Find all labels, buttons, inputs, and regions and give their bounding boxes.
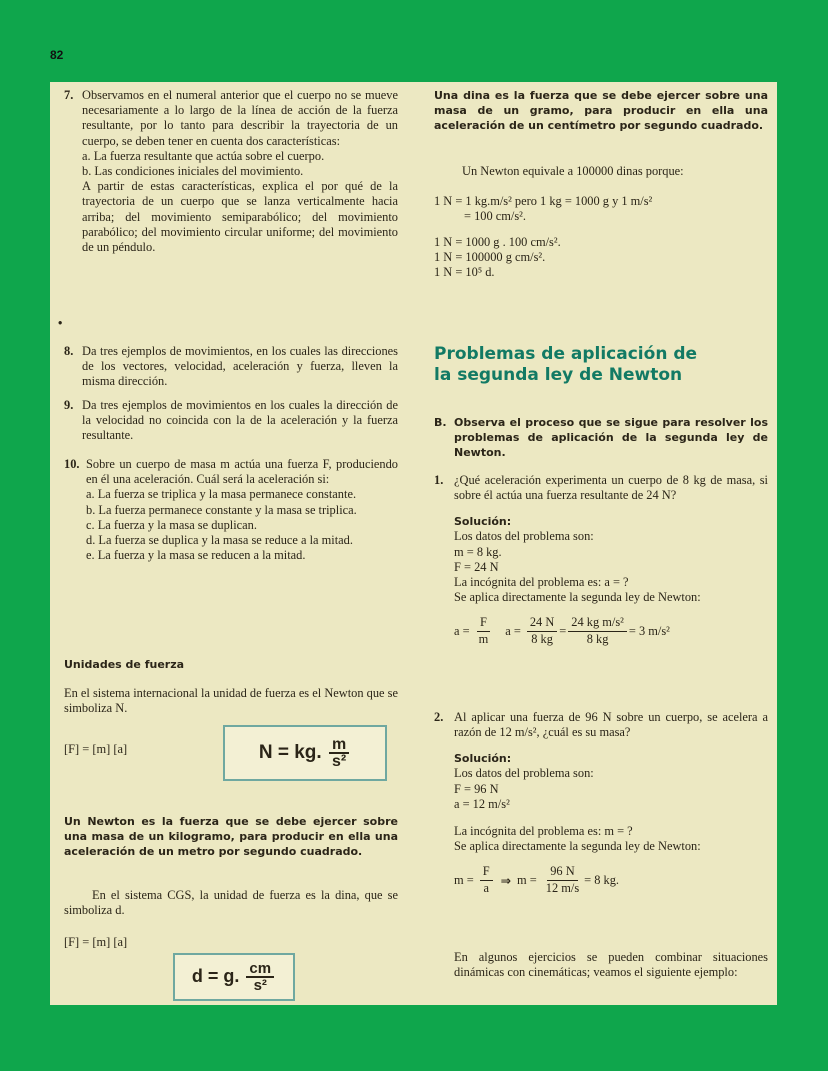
data-intro: Los datos del problema son:	[454, 529, 594, 544]
newton-formula	[259, 737, 351, 769]
question-number: 7.	[64, 88, 74, 102]
equation-3: 1 N = 100000 g cm/s².	[434, 250, 546, 264]
dimension-equation-2: [F] = [m] [a]	[64, 935, 128, 949]
fraction-numerator: 96 N	[547, 864, 577, 880]
cgs-text: En el sistema CGS, la unidad de fuerza es la dina, que se simboliza d.	[64, 888, 398, 918]
question-text: Observamos en el numeral anterior que el cuerpo no se mueve necesariamente a lo largo de la línea de acción de la fuerza resultante, por lo tanto para describir la trayectoria de un cuerpo, se deben tener en cuenta dos características:	[82, 88, 398, 148]
fraction-numerator: 24 N	[527, 615, 557, 631]
dimension-equation: [F] = [m] [a]	[64, 742, 128, 756]
data-mass: m = 8 kg.	[454, 544, 502, 559]
unknown-text: La incógnita del problema es: a = ?	[454, 575, 629, 590]
applies-text: Se aplica directamente la segunda ley de Newton:	[454, 839, 701, 854]
fraction-denominator: s²	[253, 977, 267, 994]
eq-result: = 3 m/s²	[628, 623, 670, 638]
eq-term: a =	[505, 623, 521, 638]
problem-2-equation	[454, 864, 768, 895]
implies-arrow-icon: ⇒	[500, 872, 512, 888]
formula-lhs: N = kg.	[258, 742, 322, 764]
fraction-numerator: m	[329, 737, 349, 754]
fraction-denominator: 12 m/s	[545, 880, 580, 895]
eq-fraction	[568, 615, 627, 646]
data-intro: Los datos del problema son:	[454, 766, 594, 781]
option-a: a. La fuerza resultante que actúa sobre el cuerpo.	[82, 148, 325, 163]
problem-text: ¿Qué aceleración experimenta un cuerpo de 8 kg de masa, si sobre él actúa una fuerza resultante de 24 N?	[454, 473, 768, 503]
eq-fraction	[527, 615, 557, 646]
option-c: c. La fuerza y la masa se duplican.	[86, 517, 257, 532]
data-force: F = 24 N	[454, 559, 499, 574]
dina-formula	[192, 961, 276, 993]
option-e: e. La fuerza y la masa se reducen a la mitad.	[86, 548, 306, 563]
eq-term: m =	[454, 872, 474, 887]
si-text: En el sistema internacional la unidad de fuerza es el Newton que se simboliza N.	[64, 686, 398, 716]
instruction-label: B.	[434, 416, 447, 429]
instruction-b	[434, 415, 768, 460]
fraction-denominator: a	[483, 880, 489, 895]
eq-term: m =	[517, 872, 537, 887]
option-d: d. La fuerza se duplica y la masa se reduce a la mitad.	[86, 533, 353, 548]
question-number: 8.	[64, 344, 74, 358]
fraction-numerator: cm	[246, 961, 274, 978]
page-number: 82	[50, 48, 64, 62]
data-acceleration: a = 12 m/s²	[454, 796, 510, 811]
option-b: b. Las condiciones iniciales del movimiento.	[82, 164, 304, 179]
fraction-denominator: m	[478, 631, 489, 646]
dina-formula-box	[173, 953, 295, 1001]
instruction-text: Observa el proceso que se sigue para resolver los problemas de aplicación de la segunda ley de Newton.	[454, 416, 768, 459]
question-number: 10.	[64, 457, 80, 471]
page-paper	[50, 82, 777, 1005]
closing-text: En algunos ejercicios se pueden combinar situaciones dinámicas con cinemáticas; veamos el siguiente ejemplo:	[454, 950, 768, 980]
eq-term: a =	[454, 623, 470, 638]
equation-1b: = 100 cm/s².	[464, 209, 526, 223]
equation-4: 1 N = 10⁵ d.	[434, 265, 495, 279]
formula-lhs: d = g.	[191, 965, 240, 986]
formula-fraction	[329, 737, 349, 769]
units-heading: Unidades de fuerza	[64, 658, 185, 671]
newton-formula-box	[223, 725, 387, 781]
eq-sign: =	[559, 623, 567, 638]
problem-number: 1.	[434, 473, 444, 487]
unknown-text: La incógnita del problema es: m = ?	[454, 824, 633, 839]
eq-result: = 8 kg.	[584, 872, 620, 887]
newton-definition: Un Newton es la fuerza que se debe ejercer sobre una masa de un kilogramo, para producir en ella una aceleración de un metro por segundo cuadrado.	[64, 815, 398, 858]
problem-2	[434, 710, 768, 896]
question-number: 9.	[64, 398, 74, 412]
formula-fraction	[246, 961, 274, 993]
solution-label: Solución:	[454, 752, 512, 766]
fraction-denominator: 8 kg	[531, 631, 553, 646]
eq-fraction	[480, 864, 493, 895]
bullet-dot: •	[58, 316, 63, 330]
question-instruction: A partir de estas características, explica el por qué de la trayectoria de un cuerpo que se lanza verticalmente hacia arriba; del movimiento semiparabólico; del movimiento parabólico; del movimiento circular uniforme; del movimiento de un péndulo.	[82, 179, 398, 255]
option-a: a. La fuerza se triplica y la masa permanece constante.	[86, 487, 357, 502]
problem-number: 2.	[434, 710, 444, 724]
question-text: Da tres ejemplos de movimientos, en los cuales las direcciones de los vectores, velocidad, aceleración y fuerza, lleven la misma dirección.	[82, 344, 398, 389]
eq-fraction	[476, 615, 492, 646]
question-text: Da tres ejemplos de movimientos en los cuales la dirección de la velocidad no coincida con la de la aceleración y la fuerza resultante.	[82, 398, 398, 443]
eq-fraction	[543, 864, 582, 895]
applies-text: Se aplica directamente la segunda ley de Newton:	[454, 590, 701, 605]
fraction-numerator: F	[480, 864, 493, 880]
problem-1-equation	[454, 615, 768, 646]
question-7	[58, 88, 398, 330]
solution-label: Solución:	[454, 515, 512, 529]
equation-1: 1 N = 1 kg.m/s² pero 1 kg = 1000 g y 1 m/s²	[434, 194, 653, 208]
question-10	[64, 457, 398, 563]
dina-definition: Una dina es la fuerza que se debe ejercer sobre una masa de un gramo, para producir en ella una aceleración de un centímetro por segundo cuadrado.	[434, 89, 768, 132]
fraction-numerator: F	[477, 615, 490, 631]
equivalence-text: Un Newton equivale a 100000 dinas porque:	[462, 164, 684, 178]
fraction-denominator: s²	[331, 753, 347, 770]
question-text: Sobre un cuerpo de masa m actúa una fuerza F, produciendo en él una aceleración. Cuál será la aceleración si:	[86, 457, 398, 487]
question-9	[64, 398, 398, 444]
problem-1	[434, 473, 768, 647]
fraction-denominator: 8 kg	[586, 631, 609, 646]
option-b: b. La fuerza permanece constante y la masa se triplica.	[86, 502, 357, 517]
problem-text: Al aplicar una fuerza de 96 N sobre un cuerpo, se acelera a razón de 12 m/s², ¿cuál es su masa?	[454, 710, 768, 740]
question-8	[64, 344, 398, 390]
section-title: Problemas de aplicación de la segunda ley de Newton	[434, 344, 698, 385]
equation-2: 1 N = 1000 g . 100 cm/s².	[434, 235, 561, 249]
data-force: F = 96 N	[454, 781, 499, 796]
fraction-numerator: 24 kg m/s²	[568, 615, 627, 631]
